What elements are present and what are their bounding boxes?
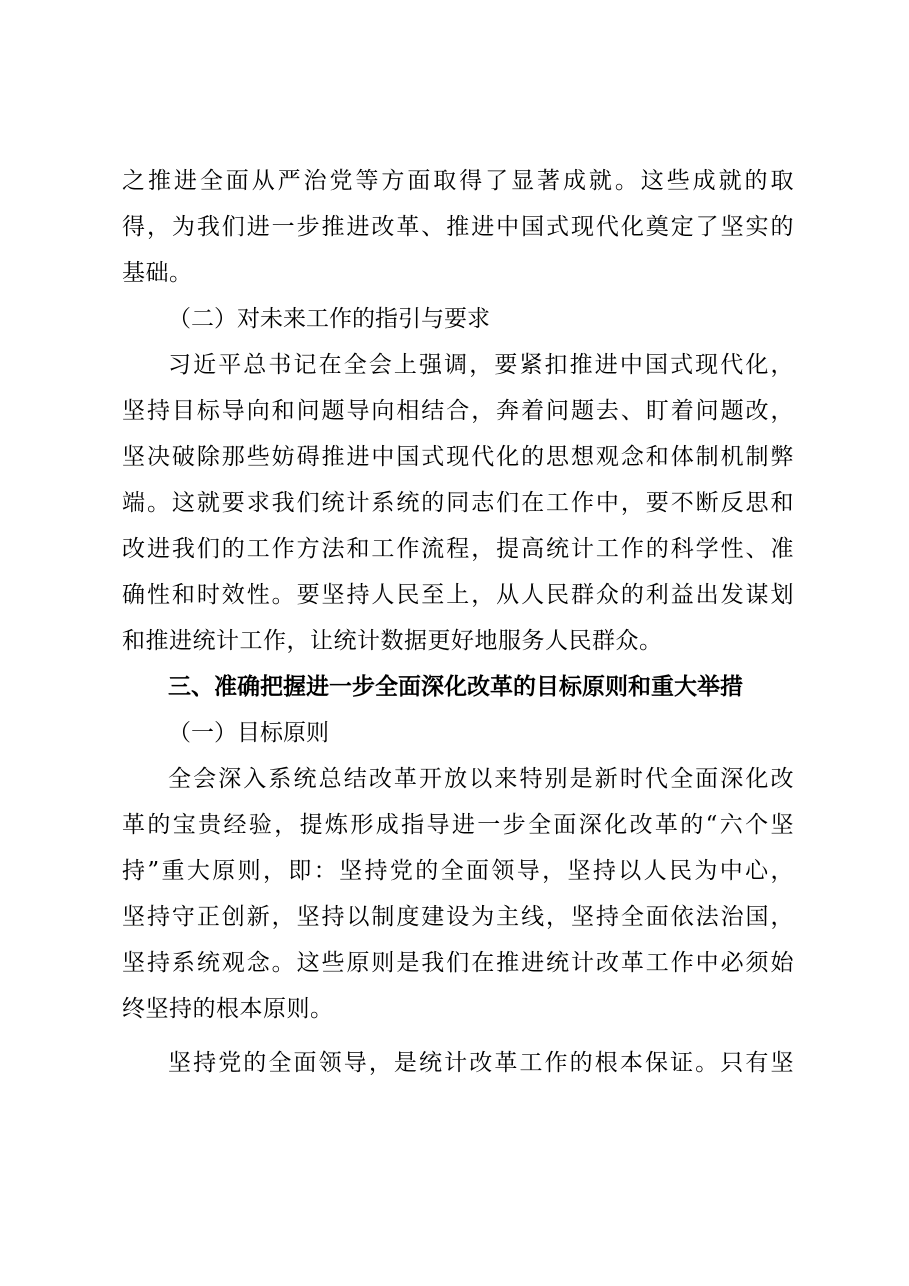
text-line: 得，为我们进一步推进改革、推进中国式现代化奠定了坚实的 xyxy=(122,214,794,240)
subheading-principles: （一）目标原则 xyxy=(168,720,329,746)
text-line: 之推进全面从严治党等方面取得了显著成就。这些成就的取 xyxy=(122,168,794,194)
text-line: 基础。 xyxy=(122,260,193,286)
text-line: 坚决破除那些妨碍推进中国式现代化的思想观念和体制机制弊 xyxy=(122,444,794,470)
text-line: 端。这就要求我们统计系统的同志们在工作中，要不断反思和 xyxy=(122,490,794,516)
text-line: 坚持目标导向和问题导向相结合，奔着问题去、盯着问题改， xyxy=(122,398,794,424)
document-page xyxy=(122,158,794,1086)
text-line: 坚持系统观念。这些原则是我们在推进统计改革工作中必须始 xyxy=(122,950,794,976)
subheading-guidance: （二）对未来工作的指引与要求 xyxy=(168,306,490,332)
section-heading-three: 三、准确把握进一步全面深化改革的目标原则和重大举措 xyxy=(168,674,743,700)
text-line: 坚持守正创新，坚持以制度建设为主线，坚持全面依法治国， xyxy=(122,904,794,930)
paragraph-achievements xyxy=(122,158,794,296)
paragraph-guidance xyxy=(122,342,794,664)
text-line: 习近平总书记在全会上强调，要紧扣推进中国式现代化， xyxy=(168,352,794,378)
paragraph-principles xyxy=(122,756,794,1032)
text-line: 坚持党的全面领导，是统计改革工作的根本保证。只有坚 xyxy=(168,1050,794,1076)
paragraph-party-leadership xyxy=(122,1040,794,1086)
text-line: 改进我们的工作方法和工作流程，提高统计工作的科学性、准 xyxy=(122,536,794,562)
text-line: 终坚持的根本原则。 xyxy=(122,996,334,1022)
text-line: 确性和时效性。要坚持人民至上，从人民群众的利益出发谋划 xyxy=(122,582,794,608)
text-line: 和推进统计工作，让统计数据更好地服务人民群众。 xyxy=(122,628,663,654)
text-line: 革的宝贵经验，提炼形成指导进一步全面深化改革的“六个坚 xyxy=(122,812,794,838)
text-line: 持”重大原则，即：坚持党的全面领导，坚持以人民为中心， xyxy=(122,858,794,884)
text-line: 全会深入系统总结改革开放以来特别是新时代全面深化改 xyxy=(168,766,794,792)
